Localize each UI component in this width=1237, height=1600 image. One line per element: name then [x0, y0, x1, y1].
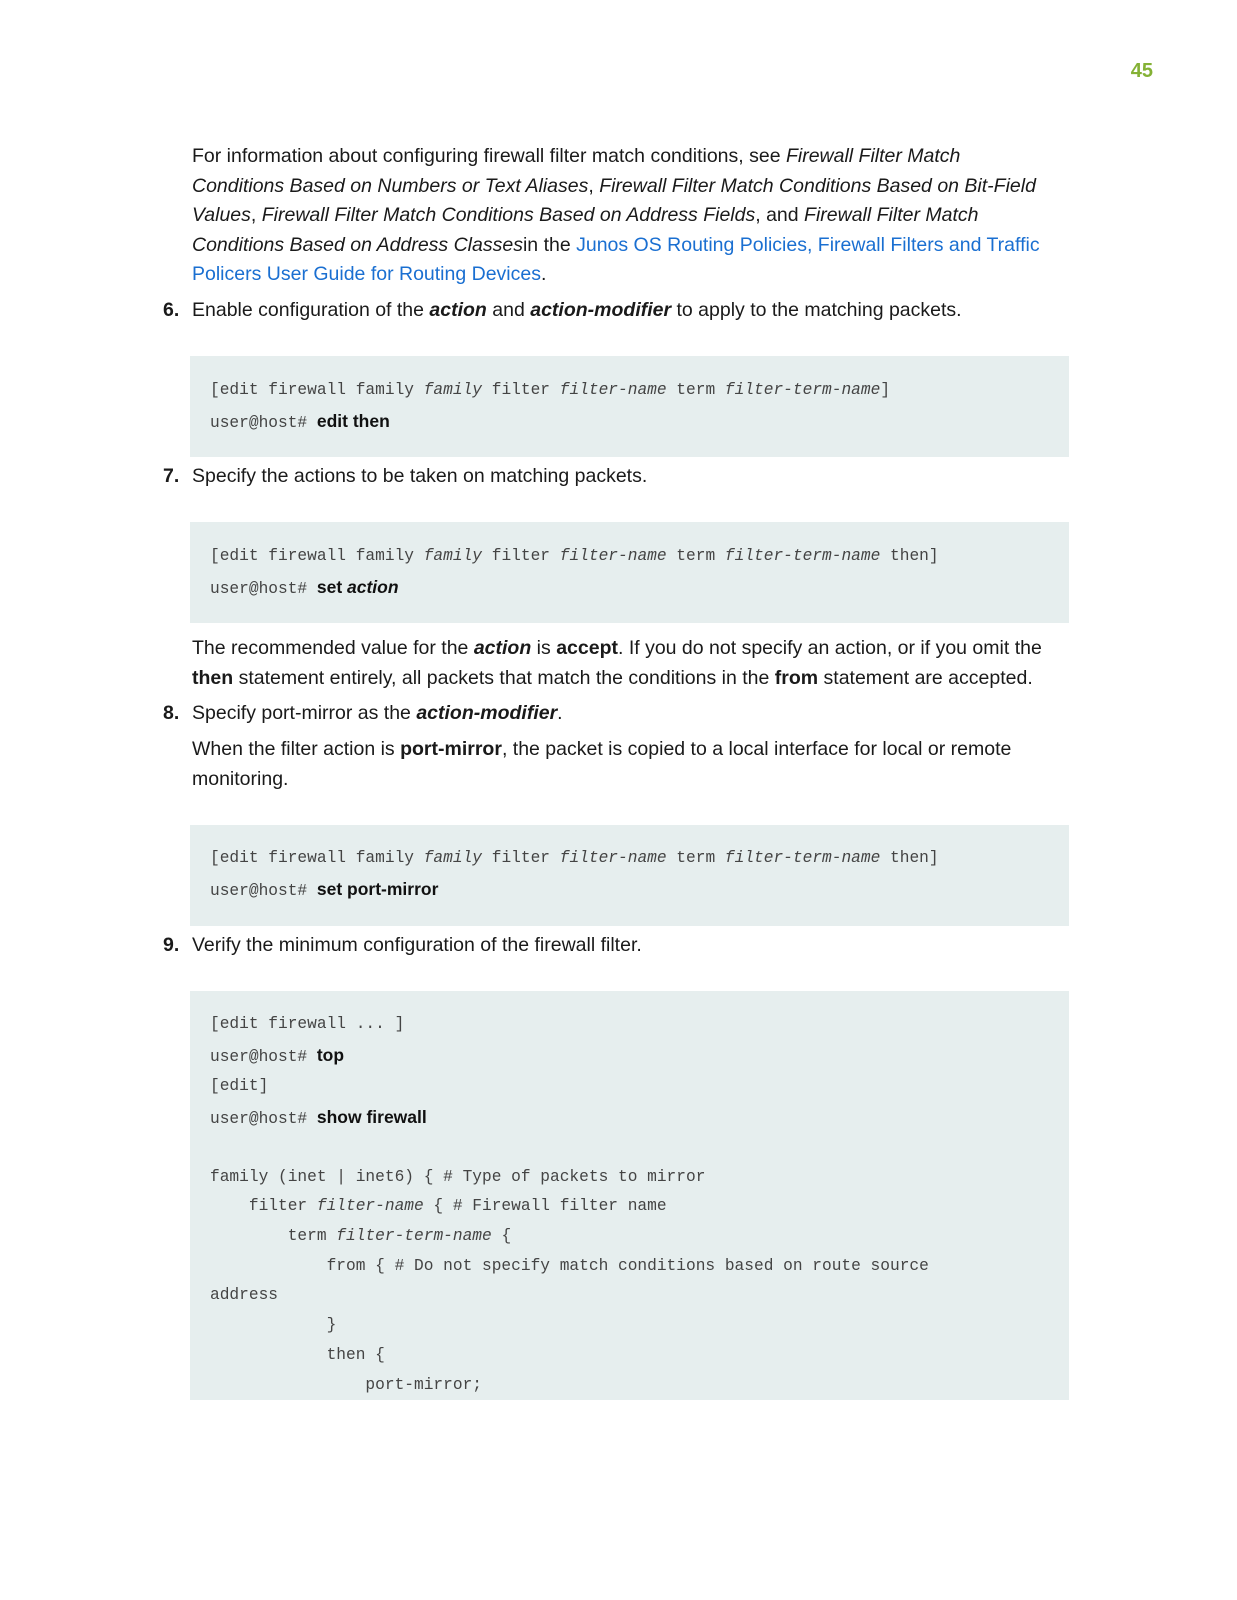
code-block-show-firewall	[190, 991, 1069, 1400]
code-line: port-mirror;	[210, 1375, 482, 1394]
step-9	[163, 931, 1072, 961]
step-6	[163, 296, 1072, 326]
step-number: 6.	[163, 299, 180, 321]
code-line: [edit firewall ... ]	[210, 1015, 405, 1033]
code-line-blank	[210, 1133, 1069, 1163]
code-block-edit-then	[190, 356, 1069, 457]
step-text: Verify the minimum configuration of the firewall filter.	[192, 934, 642, 956]
separator: , and	[755, 204, 805, 226]
step-text: Specify port-mirror as the	[192, 702, 417, 724]
separator: ,	[588, 174, 600, 197]
separator: ,	[250, 204, 262, 226]
code-line: then {	[210, 1345, 385, 1364]
code-line-command: user@host# top	[210, 1045, 345, 1066]
step-number: 7.	[163, 465, 180, 487]
code-line-command: user@host# edit then	[210, 410, 390, 432]
action-term: action	[429, 299, 487, 321]
page-number: 45	[1130, 60, 1153, 82]
step-number: 8.	[163, 702, 180, 724]
intro-text: For information about configuring firewall filter match conditions, see	[192, 145, 786, 167]
reference-bit-field-values: Firewall Filter Match Conditions Based on Bit-Field Values	[192, 174, 1036, 226]
step-text: and	[486, 299, 531, 321]
step-8	[163, 699, 1072, 729]
code-line: address	[210, 1286, 278, 1305]
step-7	[163, 462, 1072, 492]
port-mirror-description: When the filter action is port-mirror, the packet is copied to a local interface for local or remote monitoring.	[192, 738, 1012, 790]
code-line-command: user@host# set action	[210, 576, 399, 598]
code-line-command: user@host# set port-mirror	[210, 878, 439, 900]
step-text: Specify the actions to be taken on matching packets.	[192, 465, 648, 487]
step-text: .	[557, 702, 563, 724]
user-guide-link[interactable]: Junos OS Routing Policies, Firewall Filters and Traffic Policers User Guide for Routing Devices	[192, 233, 1040, 285]
step-text: to apply to the matching packets.	[671, 299, 962, 321]
code-line: term filter-term-name {	[210, 1227, 512, 1246]
period: .	[540, 263, 547, 285]
code-block-set-action	[190, 522, 1069, 623]
code-line: family (inet | inet6) { # Type of packets to mirror	[210, 1167, 706, 1186]
code-line: }	[210, 1316, 337, 1335]
reference-numbers-text-aliases: Firewall Filter Match Conditions Based on Numbers or Text Aliases	[192, 145, 961, 197]
step-text: Enable configuration of the	[192, 299, 430, 321]
code-block-set-port-mirror	[190, 825, 1069, 926]
reference-address-fields: Firewall Filter Match Conditions Based on Address Fields	[261, 204, 756, 226]
separator: in the	[522, 233, 577, 256]
code-line-context: [edit firewall family family filter filter-name term filter-term-name then]	[210, 849, 939, 867]
action-recommendation: The recommended value for the action is accept. If you do not specify an action, or if you omit the then statement entirely, all packets that match the conditions in the from statement are accepted.	[192, 637, 1042, 689]
code-line-command: user@host# show firewall	[210, 1107, 427, 1128]
code-line-context: [edit firewall family family filter filter-name term filter-term-name]	[210, 381, 891, 399]
reference-address-classes: Firewall Filter Match Conditions Based on Address Classes	[192, 204, 979, 256]
code-line: from { # Do not specify match conditions based on route source	[210, 1256, 929, 1275]
action-modifier-term: action-modifier	[416, 702, 558, 724]
code-line: [edit]	[210, 1077, 269, 1095]
code-line: filter filter-name { # Firewall filter name	[210, 1197, 667, 1216]
step-number: 9.	[163, 934, 180, 956]
intro-paragraph	[192, 142, 1052, 290]
code-line-context: [edit firewall family family filter filter-name term filter-term-name then]	[210, 547, 939, 565]
action-modifier-term: action-modifier	[530, 299, 672, 321]
